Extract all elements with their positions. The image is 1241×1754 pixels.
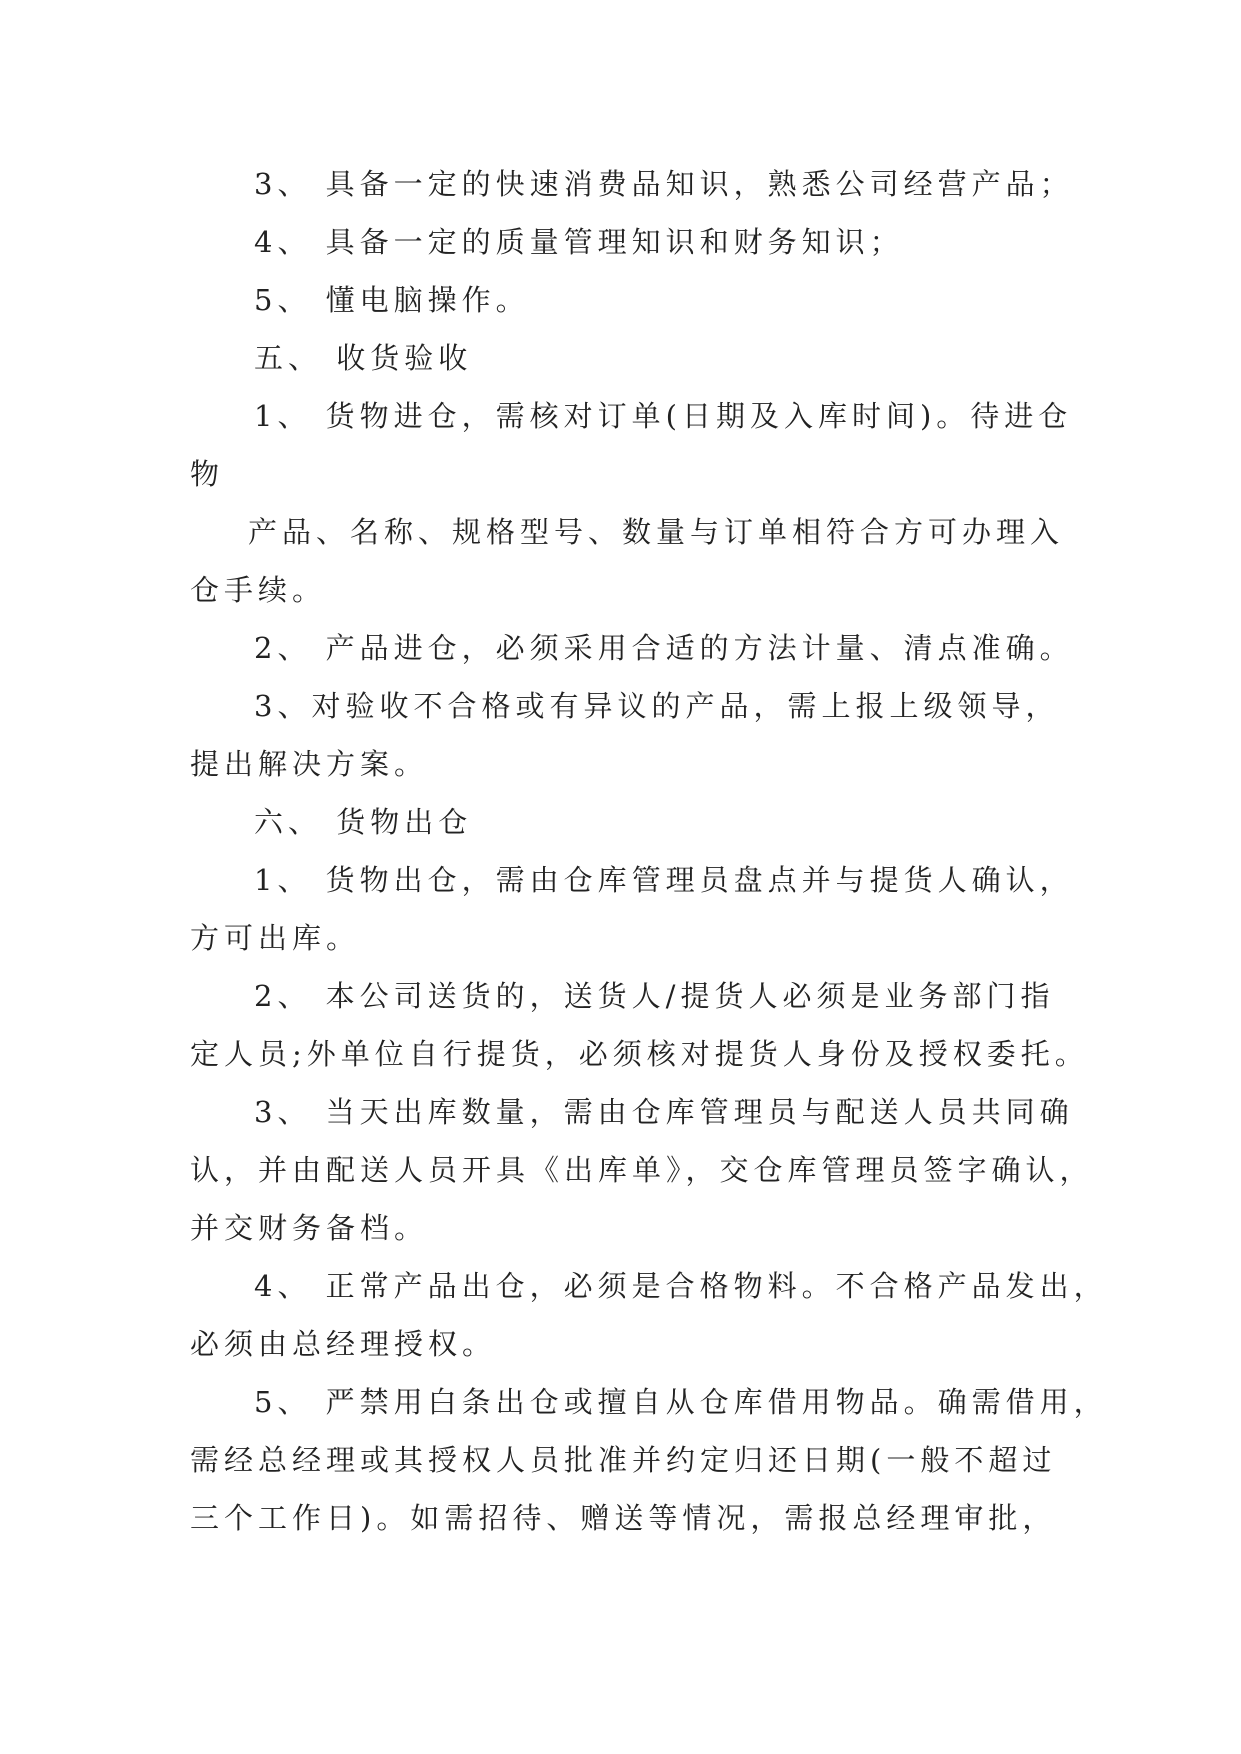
paragraph-line: 2、 产品进仓，必须采用合适的方法计量、清点准确。 [254,631,1074,665]
document-body [190,155,1108,1547]
paragraph-line: 提出解决方案。 [190,747,429,781]
paragraph-line: 并交财务备档。 [190,1211,429,1245]
section-heading: 五、 收货验收 [254,341,473,375]
paragraph-line: 定人员;外单位自行提货，必须核对提货人身份及授权委托。 [190,1037,1089,1071]
paragraph-line: 5、 懂电脑操作。 [254,283,530,317]
paragraph-line: 仓手续。 [190,573,327,607]
paragraph-line: 3、对验收不合格或有异议的产品，需上报上级领导， [254,689,1060,723]
paragraph-line: 1、 货物出仓，需由仓库管理员盘点并与提货人确认， [254,863,1074,897]
section-heading: 六、 货物出仓 [254,805,473,839]
paragraph-line: 需经总经理或其授权人员批准并约定归还日期(一般不超过 [190,1443,1057,1477]
paragraph-line: 3、 具备一定的快速消费品知识，熟悉公司经营产品； [254,167,1074,201]
paragraph-line: 必须由总经理授权。 [190,1327,497,1361]
paragraph-line: 认，并由配送人员开具《出库单》，交仓库管理员签字确认， [190,1153,1094,1187]
paragraph-line: 4、 正常产品出仓，必须是合格物料。不合格产品发出， [254,1269,1108,1303]
paragraph-line: 方可出库。 [190,921,361,955]
paragraph-line: 4、 具备一定的质量管理知识和财务知识； [254,225,904,259]
paragraph-line: 三个工作日)。如需招待、赠送等情况，需报总经理审批， [190,1501,1057,1535]
paragraph-line: 物 [190,457,225,491]
paragraph-line: 产品、名称、规格型号、数量与订单相符合方可办理入 [248,515,1065,549]
paragraph-line: 5、 严禁用白条出仓或擅自从仓库借用物品。确需借用， [254,1385,1108,1419]
paragraph-line: 3、 当天出库数量，需由仓库管理员与配送人员共同确 [254,1095,1074,1129]
paragraph-line: 2、 本公司送货的，送货人/提货人必须是业务部门指 [254,979,1055,1013]
paragraph-line: 1、 货物进仓，需核对订单(日期及入库时间)。待进仓 [254,399,1073,433]
